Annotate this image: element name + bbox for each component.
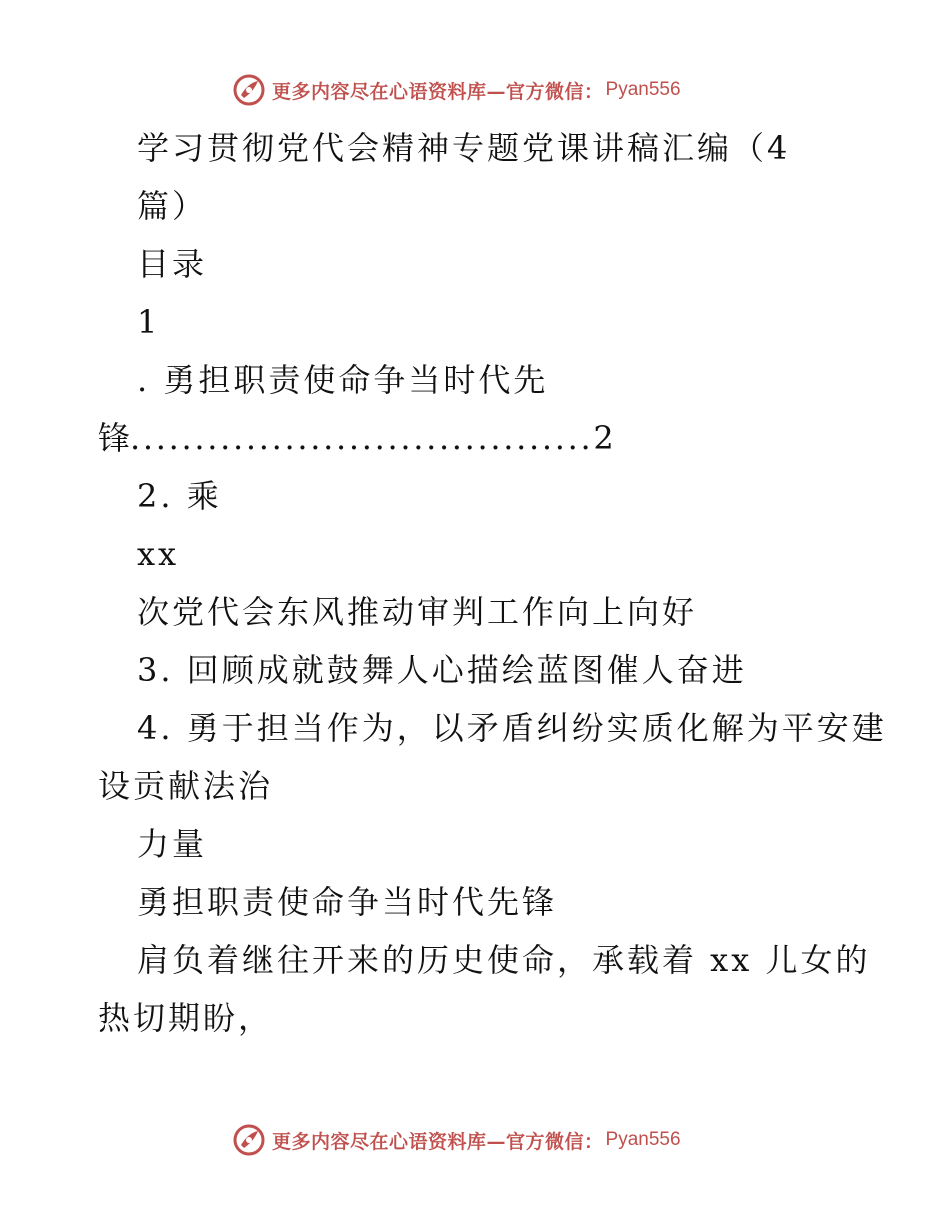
footer-wechat-id: Pyan556: [605, 1129, 681, 1150]
toc-item1-page-number: 2: [593, 419, 614, 457]
toc-item3: 3. 回顾成就鼓舞人心描绘蓝图催人奋进: [137, 651, 747, 689]
toc-item2-text: 次党代会东风推动审判工作向上向好: [137, 593, 698, 631]
toc-item1-cont: 锋: [98, 419, 131, 457]
toc-item4-line2: 设贡献法治: [98, 767, 274, 805]
toc-item2-label: 2. 乘: [137, 477, 222, 515]
toc-item1-text: . 勇担职责使命争当时代先: [137, 361, 549, 399]
toc-heading: 目录: [137, 245, 208, 283]
body-paragraph-line2: 热切期盼，: [98, 999, 274, 1037]
brand-logo-icon: [232, 1123, 266, 1157]
toc-item1-number: 1: [137, 303, 158, 341]
section-title: 勇担职责使命争当时代先锋: [137, 883, 558, 921]
footer-watermark-banner: [232, 1122, 712, 1158]
document-title-line1: 学习贯彻党代会精神专题党课讲稿汇编（4: [137, 129, 791, 167]
body-paragraph-line1: 肩负着继往开来的历史使命，承载着 xx 儿女的: [137, 941, 871, 979]
toc-item4-line1: 4. 勇于担当作为，以矛盾纠纷实质化解为平安建: [137, 709, 887, 747]
toc-item1-leader-line: [0, 416, 950, 460]
header-watermark-banner: [232, 72, 712, 108]
toc-item4-line3: 力量: [137, 825, 208, 863]
toc-item2-xx: xx: [137, 535, 180, 573]
brand-logo-icon: [232, 73, 266, 107]
document-title-line2: 篇）: [137, 187, 208, 225]
toc-item1-dot-leader: ....................................: [130, 419, 594, 457]
header-wechat-id: Pyan556: [605, 79, 681, 100]
footer-banner-text: 更多内容尽在心语资料库—官方微信：: [272, 1130, 604, 1153]
header-banner-text: 更多内容尽在心语资料库—官方微信：: [272, 80, 604, 103]
